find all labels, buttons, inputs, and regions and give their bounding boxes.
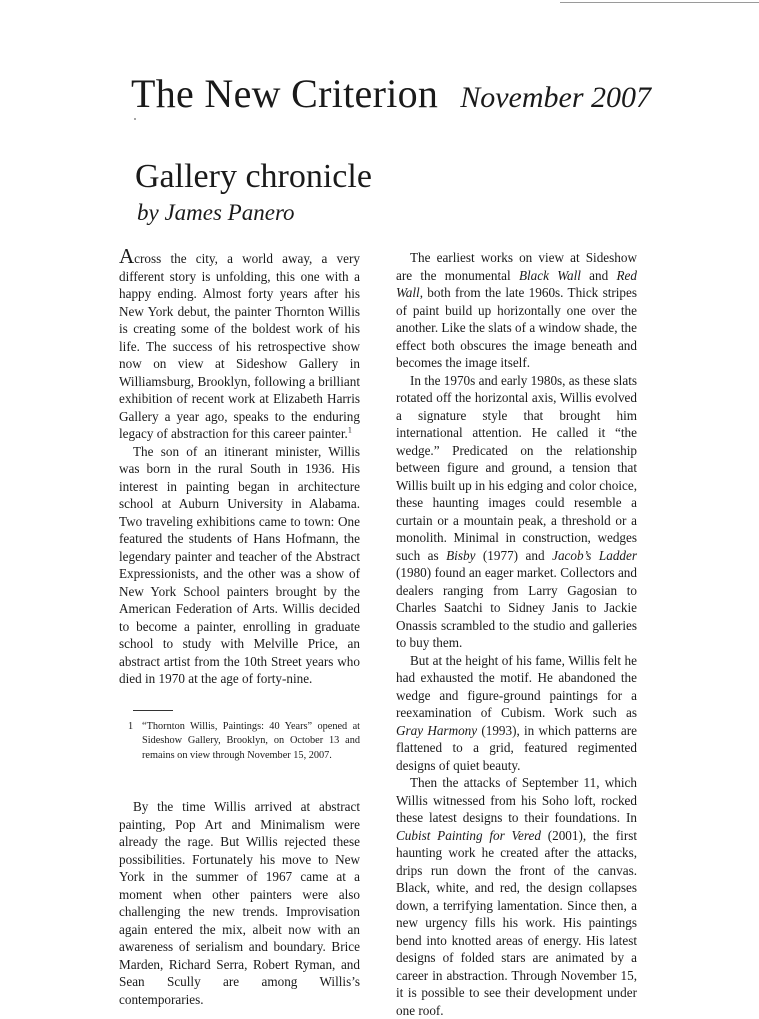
top-edge-rule [560,2,759,3]
publication-title: The New Criterion [131,71,439,116]
paragraph: In the 1970s and early 1980s, as these slats rotated off the horizontal axis, Willis evolved a signature style that brought him international attention. He called it “the wedge.” Predicated on the relationship between figure and ground, a tension that Willis built up in his edging and color choice, these haunting images could resemble a curtain or a mountain peak, a threshold or a monolith. Minimal in construction, wedges such as Bisby (1977) and Jacob’s Ladder (1980) found an eager market. Collectors and dealers ranging from Larry Gagosian to Charles Saatchi to Sidney Janis to Jackie Onassis scrambled to the studio and galleries to buy them. [396,372,637,650]
article-title: Gallery chronicle [135,158,372,195]
artwork-title: Red Wall [396,267,638,300]
right-column [396,249,637,1019]
footnote [119,720,360,764]
left-column [119,244,360,1008]
paragraph: Across the city, a world away, a very different story is unfolding, this one with a happy ending. Almost forty years after his New York debut, the painter Thornton Willis is creating some of the boldest work of his life. The success of his retrospective show now on view at Sideshow Gallery in Williamsburg, Brooklyn, following a brilliant exhibition of recent work at Elizabeth Harris Gallery a year ago, speaks to the enduring legacy of abstraction for this career painter.$^1$ [119,244,360,441]
paragraph: By the time Willis arrived at abstract painting, Pop Art and Minimalism were already the rage. But Willis rejected these possibilities. Fortunately his move to New York in the summer of 1967 came at a moment when other painters were also challenging the new trends. Improvisation again entered the mix, albeit now with an awareness of serialism and boundary. Brice Marden, Richard Serra, Robert Ryman, and Sean Scully are among Willis’s contemporaries. [119,799,360,1007]
artwork-title: Jacob’s Ladder [552,547,637,563]
artwork-title: Black Wall [518,267,581,283]
paragraph: The earliest works on view at Sideshow are the monumental Black Wall and Red Wall, both from the late 1960s. Thick stripes of paint build up horizontally one over the another. Like the slats of a window shade, the effect both obscures the image beneath and becomes the image itself. [396,250,638,370]
paragraph: The son of an itinerant minister, Willis was born in the rural South in 1936. His interest in painting began in architecture school at Auburn University in Alabama. Two traveling exhibitions came to town: One featured the students of Hans Hofmann, the legendary painter and teacher of the Abstract Expressionists, and the other was a show of New York School painters brought by the American Federation of Arts. Willis decided to become a painter, enrolling in graduate school to study with Melville Price, an abstract artist from the 10th Street years who died in 1970 at the age of forty-nine. [119,443,360,686]
footnote-reference: 1 [347,425,352,435]
byline: by James Panero [137,200,295,225]
artwork-title: Bisby [446,547,476,563]
issue-date: November 2007 [460,81,652,114]
footnote-divider [133,710,173,711]
paragraph: But at the height of his fame, Willis felt he had exhausted the motif. He abandoned the wedge and figure-ground paintings for a reexamination of Cubism. Work such as Gray Harmony (1993), in which patterns are flattened to a grid, featured regimented designs of quiet beauty. [396,652,637,773]
drop-cap: A [119,244,135,268]
artwork-title: Cubist Painting for Vered [396,827,541,843]
footnote-text: “Thornton Willis, Paintings: 40 Years” opened at Sideshow Gallery, Brooklyn, on October 13 and remains on view through November 15, 2007. [142,720,360,761]
artwork-title: Gray Harmony [396,722,478,738]
paragraph: Then the attacks of September 11, which Willis witnessed from his Soho loft, rocked these latest designs to their foundations. In Cubist Painting for Vered (2001), the first haunting work he created after the attacks, drips run down the front of the canvas. Black, white, and red, the design collapses down, a terrifying lamentation. Since then, a new urgency fills his work. His paintings bend into knotted areas of energy. His latest designs of folded stars are animated by a career in abstraction. Through November 15, it is possible to see their development under one roof. [396,775,638,1018]
footnote-number: 1 [128,720,134,732]
masthead [131,70,651,117]
scan-speck [134,118,136,120]
